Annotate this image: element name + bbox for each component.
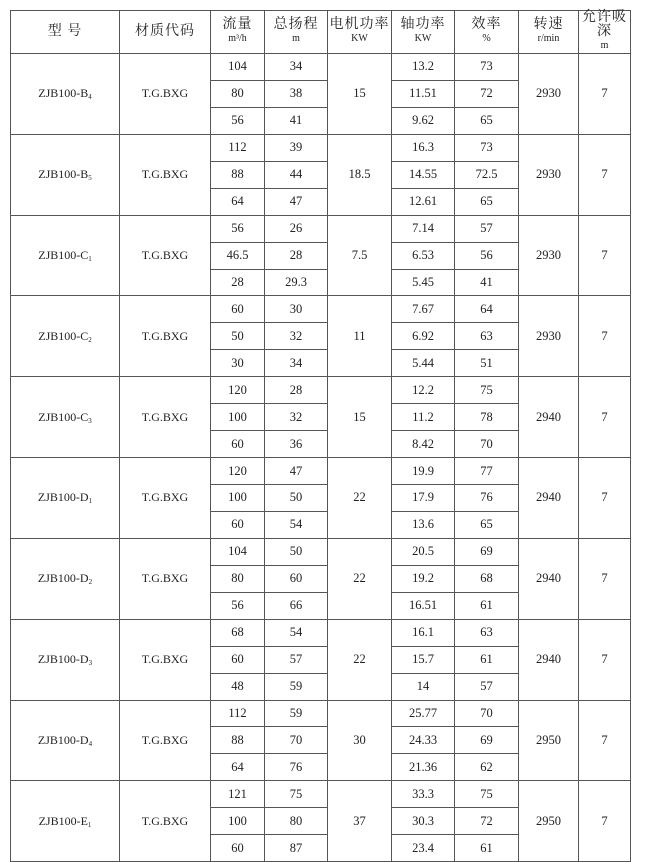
header-efficiency: 效率 % xyxy=(455,11,519,54)
material-cell: T.G.BXG xyxy=(120,134,211,215)
flow-cell: 88 xyxy=(211,727,265,754)
head-cell: 75 xyxy=(265,781,328,808)
model-cell xyxy=(11,538,120,619)
table-row xyxy=(11,781,631,808)
table-row xyxy=(11,54,631,81)
shaft-power-cell: 11.2 xyxy=(392,404,455,431)
efficiency-cell: 70 xyxy=(455,700,519,727)
efficiency-cell: 57 xyxy=(455,673,519,700)
speed-cell: 2940 xyxy=(519,619,579,700)
suction-depth-cell: 7 xyxy=(579,619,631,700)
suction-depth-cell: 7 xyxy=(579,377,631,458)
shaft-power-cell: 14 xyxy=(392,673,455,700)
flow-cell: 104 xyxy=(211,538,265,565)
motor-power-cell: 18.5 xyxy=(328,134,392,215)
material-cell: T.G.BXG xyxy=(120,377,211,458)
head-cell: 32 xyxy=(265,404,328,431)
model-name: ZJB100-C xyxy=(38,328,89,343)
head-cell: 34 xyxy=(265,350,328,377)
head-cell: 76 xyxy=(265,754,328,781)
suction-depth-cell: 7 xyxy=(579,296,631,377)
flow-cell: 100 xyxy=(211,808,265,835)
efficiency-cell: 68 xyxy=(455,565,519,592)
flow-cell: 100 xyxy=(211,485,265,512)
head-cell: 38 xyxy=(265,80,328,107)
shaft-power-cell: 21.36 xyxy=(392,754,455,781)
efficiency-cell: 64 xyxy=(455,296,519,323)
shaft-power-cell: 7.14 xyxy=(392,215,455,242)
flow-cell: 80 xyxy=(211,565,265,592)
model-name: ZJB100-D xyxy=(37,490,89,505)
shaft-power-cell: 13.6 xyxy=(392,511,455,538)
head-cell: 60 xyxy=(265,565,328,592)
motor-power-cell: 15 xyxy=(328,54,392,135)
head-cell: 36 xyxy=(265,431,328,458)
flow-cell: 30 xyxy=(211,350,265,377)
shaft-power-cell: 6.53 xyxy=(392,242,455,269)
efficiency-cell: 73 xyxy=(455,134,519,161)
efficiency-cell: 56 xyxy=(455,242,519,269)
model-cell xyxy=(11,619,120,700)
head-cell: 47 xyxy=(265,458,328,485)
efficiency-cell: 72.5 xyxy=(455,161,519,188)
efficiency-cell: 76 xyxy=(455,485,519,512)
material-cell: T.G.BXG xyxy=(120,781,211,862)
speed-cell: 2930 xyxy=(519,54,579,135)
head-cell: 44 xyxy=(265,161,328,188)
table-row xyxy=(11,619,631,646)
speed-cell: 2950 xyxy=(519,700,579,781)
model-cell xyxy=(11,700,120,781)
table-row xyxy=(11,134,631,161)
header-model: 型 号 xyxy=(11,11,120,54)
head-cell: 39 xyxy=(265,134,328,161)
flow-cell: 120 xyxy=(211,458,265,485)
shaft-power-cell: 11.51 xyxy=(392,80,455,107)
model-subscript: 5 xyxy=(88,174,92,183)
flow-cell: 50 xyxy=(211,323,265,350)
suction-depth-cell: 7 xyxy=(579,134,631,215)
head-cell: 50 xyxy=(265,538,328,565)
head-cell: 54 xyxy=(265,511,328,538)
shaft-power-cell: 24.33 xyxy=(392,727,455,754)
shaft-power-cell: 6.92 xyxy=(392,323,455,350)
table-row xyxy=(11,538,631,565)
motor-power-cell: 22 xyxy=(328,619,392,700)
material-cell: T.G.BXG xyxy=(120,54,211,135)
model-subscript: 2 xyxy=(88,335,92,344)
motor-power-cell: 22 xyxy=(328,458,392,539)
shaft-power-cell: 9.62 xyxy=(392,107,455,134)
material-cell: T.G.BXG xyxy=(120,215,211,296)
flow-cell: 88 xyxy=(211,161,265,188)
suction-depth-cell: 7 xyxy=(579,538,631,619)
pump-spec-table xyxy=(10,10,631,862)
head-cell: 26 xyxy=(265,215,328,242)
motor-power-cell: 37 xyxy=(328,781,392,862)
flow-cell: 56 xyxy=(211,592,265,619)
flow-cell: 112 xyxy=(211,134,265,161)
model-cell xyxy=(11,458,120,539)
flow-cell: 121 xyxy=(211,781,265,808)
head-cell: 34 xyxy=(265,54,328,81)
flow-cell: 60 xyxy=(211,511,265,538)
head-cell: 66 xyxy=(265,592,328,619)
head-cell: 80 xyxy=(265,808,328,835)
flow-cell: 46.5 xyxy=(211,242,265,269)
shaft-power-cell: 8.42 xyxy=(392,431,455,458)
efficiency-cell: 65 xyxy=(455,188,519,215)
speed-cell: 2950 xyxy=(519,781,579,862)
flow-cell: 48 xyxy=(211,673,265,700)
motor-power-cell: 22 xyxy=(328,538,392,619)
efficiency-cell: 61 xyxy=(455,835,519,862)
efficiency-cell: 65 xyxy=(455,511,519,538)
shaft-power-cell: 13.2 xyxy=(392,54,455,81)
model-subscript: 2 xyxy=(88,578,93,587)
motor-power-cell: 30 xyxy=(328,700,392,781)
efficiency-cell: 69 xyxy=(455,727,519,754)
shaft-power-cell: 12.61 xyxy=(392,188,455,215)
model-name: ZJB100-B xyxy=(38,167,89,182)
shaft-power-cell: 5.44 xyxy=(392,350,455,377)
header-flow: 流量 m³/h xyxy=(211,11,265,54)
flow-cell: 100 xyxy=(211,404,265,431)
efficiency-cell: 61 xyxy=(455,646,519,673)
model-cell xyxy=(11,54,120,135)
flow-cell: 56 xyxy=(211,107,265,134)
motor-power-cell: 15 xyxy=(328,377,392,458)
motor-power-cell: 7.5 xyxy=(328,215,392,296)
head-cell: 59 xyxy=(265,700,328,727)
model-name: ZJB100-C xyxy=(38,248,89,263)
flow-cell: 60 xyxy=(211,296,265,323)
flow-cell: 80 xyxy=(211,80,265,107)
model-cell xyxy=(11,781,120,862)
table-row xyxy=(11,700,631,727)
shaft-power-cell: 19.2 xyxy=(392,565,455,592)
flow-cell: 64 xyxy=(211,754,265,781)
efficiency-cell: 69 xyxy=(455,538,519,565)
flow-cell: 60 xyxy=(211,835,265,862)
speed-cell: 2930 xyxy=(519,215,579,296)
efficiency-cell: 78 xyxy=(455,404,519,431)
model-name: ZJB100-C xyxy=(38,409,89,424)
model-name: ZJB100-D xyxy=(37,732,89,747)
speed-cell: 2940 xyxy=(519,538,579,619)
efficiency-cell: 51 xyxy=(455,350,519,377)
head-cell: 87 xyxy=(265,835,328,862)
shaft-power-cell: 25.77 xyxy=(392,700,455,727)
shaft-power-cell: 5.45 xyxy=(392,269,455,296)
header-head: 总扬程 m xyxy=(265,11,328,54)
flow-cell: 64 xyxy=(211,188,265,215)
efficiency-cell: 72 xyxy=(455,808,519,835)
suction-depth-cell: 7 xyxy=(579,700,631,781)
header-shaft-power: 轴功率 KW xyxy=(392,11,455,54)
efficiency-cell: 75 xyxy=(455,781,519,808)
model-cell xyxy=(11,134,120,215)
table-body xyxy=(11,54,631,862)
shaft-power-cell: 23.4 xyxy=(392,835,455,862)
shaft-power-cell: 17.9 xyxy=(392,485,455,512)
shaft-power-cell: 19.9 xyxy=(392,458,455,485)
flow-cell: 28 xyxy=(211,269,265,296)
table-row xyxy=(11,377,631,404)
shaft-power-cell: 7.67 xyxy=(392,296,455,323)
material-cell: T.G.BXG xyxy=(120,538,211,619)
speed-cell: 2930 xyxy=(519,134,579,215)
flow-cell: 104 xyxy=(211,54,265,81)
table-row xyxy=(11,296,631,323)
head-cell: 70 xyxy=(265,727,328,754)
shaft-power-cell: 16.51 xyxy=(392,592,455,619)
head-cell: 41 xyxy=(265,107,328,134)
head-cell: 59 xyxy=(265,673,328,700)
flow-cell: 68 xyxy=(211,619,265,646)
header-row xyxy=(11,11,631,54)
model-subscript: 4 xyxy=(88,93,92,102)
speed-cell: 2930 xyxy=(519,296,579,377)
model-subscript: 1 xyxy=(88,497,93,506)
shaft-power-cell: 15.7 xyxy=(392,646,455,673)
suction-depth-cell: 7 xyxy=(579,54,631,135)
flow-cell: 60 xyxy=(211,431,265,458)
efficiency-cell: 77 xyxy=(455,458,519,485)
shaft-power-cell: 12.2 xyxy=(392,377,455,404)
header-speed: 转速 r/min xyxy=(519,11,579,54)
efficiency-cell: 62 xyxy=(455,754,519,781)
model-name: ZJB100-D xyxy=(37,652,89,667)
efficiency-cell: 72 xyxy=(455,80,519,107)
model-name: ZJB100-D xyxy=(37,571,89,586)
model-subscript: 4 xyxy=(88,739,93,748)
suction-depth-cell: 7 xyxy=(579,215,631,296)
model-subscript: 1 xyxy=(87,820,92,829)
shaft-power-cell: 16.1 xyxy=(392,619,455,646)
suction-depth-cell: 7 xyxy=(579,781,631,862)
efficiency-cell: 41 xyxy=(455,269,519,296)
speed-cell: 2940 xyxy=(519,458,579,539)
head-cell: 30 xyxy=(265,296,328,323)
table-row xyxy=(11,215,631,242)
efficiency-cell: 75 xyxy=(455,377,519,404)
head-cell: 47 xyxy=(265,188,328,215)
model-cell xyxy=(11,296,120,377)
flow-cell: 112 xyxy=(211,700,265,727)
efficiency-cell: 61 xyxy=(455,592,519,619)
shaft-power-cell: 16.3 xyxy=(392,134,455,161)
shaft-power-cell: 14.55 xyxy=(392,161,455,188)
head-cell: 29.3 xyxy=(265,269,328,296)
efficiency-cell: 63 xyxy=(455,619,519,646)
header-material: 材质代码 xyxy=(120,11,211,54)
shaft-power-cell: 30.3 xyxy=(392,808,455,835)
efficiency-cell: 57 xyxy=(455,215,519,242)
model-name: ZJB100-B xyxy=(38,86,89,101)
head-cell: 57 xyxy=(265,646,328,673)
shaft-power-cell: 20.5 xyxy=(392,538,455,565)
model-subscript: 3 xyxy=(88,416,92,425)
header-suction-depth: 允许吸深 m xyxy=(579,11,631,54)
head-cell: 54 xyxy=(265,619,328,646)
head-cell: 50 xyxy=(265,485,328,512)
head-cell: 28 xyxy=(265,242,328,269)
model-cell xyxy=(11,377,120,458)
material-cell: T.G.BXG xyxy=(120,700,211,781)
model-cell xyxy=(11,215,120,296)
efficiency-cell: 65 xyxy=(455,107,519,134)
flow-cell: 120 xyxy=(211,377,265,404)
efficiency-cell: 70 xyxy=(455,431,519,458)
shaft-power-cell: 33.3 xyxy=(392,781,455,808)
head-cell: 32 xyxy=(265,323,328,350)
efficiency-cell: 73 xyxy=(455,54,519,81)
material-cell: T.G.BXG xyxy=(120,296,211,377)
table-row xyxy=(11,458,631,485)
material-cell: T.G.BXG xyxy=(120,619,211,700)
motor-power-cell: 11 xyxy=(328,296,392,377)
model-subscript: 1 xyxy=(88,255,92,264)
model-name: ZJB100-E xyxy=(38,813,88,828)
speed-cell: 2940 xyxy=(519,377,579,458)
material-cell: T.G.BXG xyxy=(120,458,211,539)
flow-cell: 60 xyxy=(211,646,265,673)
flow-cell: 56 xyxy=(211,215,265,242)
head-cell: 28 xyxy=(265,377,328,404)
header-motor-power: 电机功率 KW xyxy=(328,11,392,54)
model-subscript: 3 xyxy=(88,659,93,668)
suction-depth-cell: 7 xyxy=(579,458,631,539)
efficiency-cell: 63 xyxy=(455,323,519,350)
